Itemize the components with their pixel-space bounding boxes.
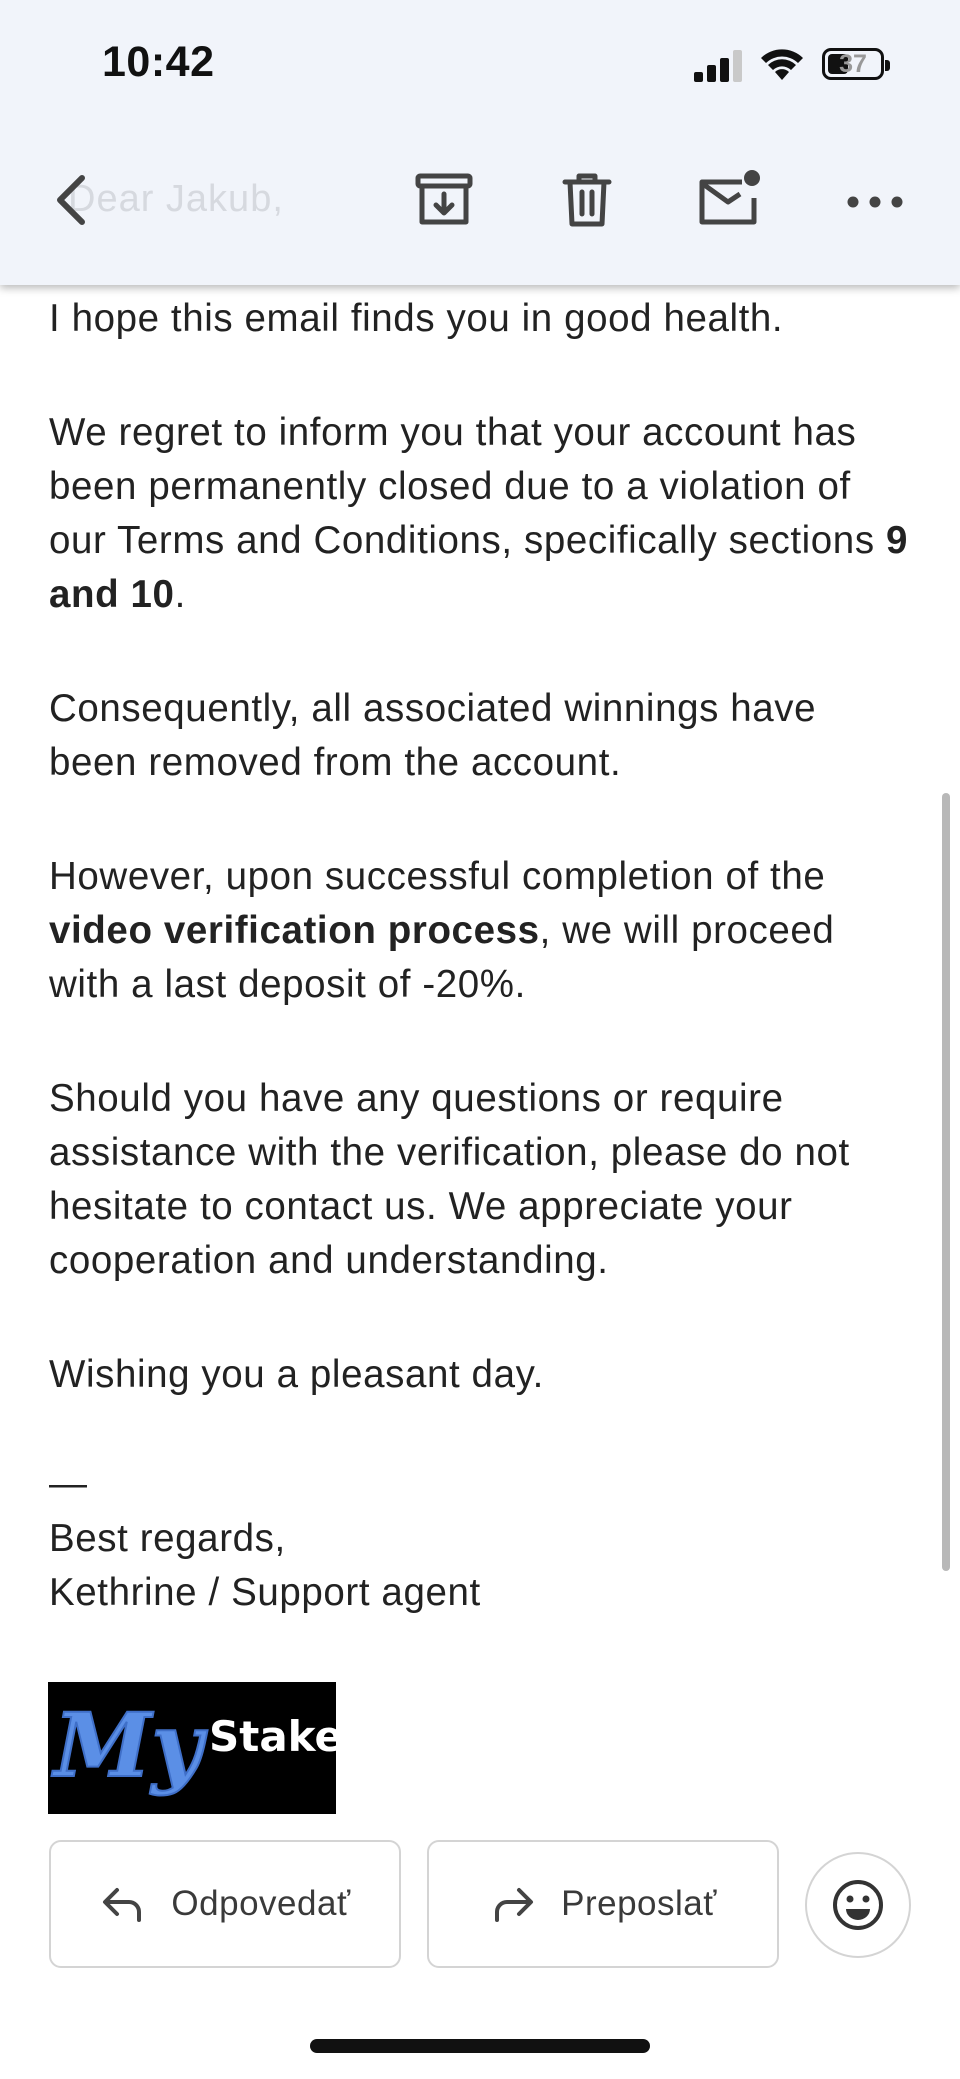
- forward-icon: [489, 1880, 537, 1928]
- status-time: 10:42: [102, 38, 215, 86]
- archive-button[interactable]: [408, 164, 480, 236]
- intro-text: I hope this email finds you in good health.: [49, 297, 784, 340]
- closure-text: We regret to inform you that your account has been permanently closed due to a violation of our Terms and Conditions, specifically sections: [49, 411, 886, 562]
- back-icon: [38, 164, 110, 236]
- more-icon: [839, 164, 911, 236]
- email-paragraph-contact: [49, 1072, 909, 1288]
- winnings-text: Consequently, all associated winnings have been removed from the account.: [49, 687, 817, 784]
- wishes-text: Wishing you a pleasant day.: [49, 1353, 544, 1396]
- sections-bold: 9 and 10: [49, 519, 908, 616]
- reply-icon: [99, 1880, 147, 1928]
- mark-unread-icon: [694, 164, 766, 236]
- back-button[interactable]: [38, 164, 110, 236]
- smiley-icon: [831, 1878, 885, 1932]
- logo-stake-text: Stake: [209, 1712, 343, 1761]
- battery-level: 37: [839, 50, 867, 78]
- archive-icon: [408, 164, 480, 236]
- verification-end: , we will proceed with a last deposit of -20%.: [49, 909, 835, 1006]
- mark-unread-button[interactable]: [694, 164, 766, 236]
- more-button[interactable]: [839, 164, 911, 236]
- trash-icon: [551, 164, 623, 236]
- verification-start: However, upon successful completion of the: [49, 855, 826, 898]
- signature-agent: Kethrine / Support agent: [49, 1571, 481, 1614]
- emoji-reaction-button[interactable]: [805, 1852, 911, 1958]
- scrollbar[interactable]: [942, 793, 950, 1571]
- email-paragraph-verification: [49, 850, 909, 1012]
- reply-button[interactable]: [49, 1840, 401, 1968]
- email-paragraph-winnings: [49, 682, 909, 790]
- scrolled-greeting: Dear Jakub,: [68, 178, 284, 220]
- forward-button[interactable]: [427, 1840, 779, 1968]
- email-paragraph-closure: [49, 406, 909, 622]
- email-paragraph-wishes: [49, 1348, 909, 1402]
- email-intro: [49, 292, 909, 346]
- verification-bold: video verification process: [49, 909, 540, 952]
- signal-icon: [694, 50, 746, 82]
- top-bar: [0, 0, 960, 285]
- home-indicator[interactable]: [310, 2039, 650, 2053]
- reply-label: Odpovedať: [171, 1884, 351, 1923]
- logo-my-text: My: [54, 1693, 203, 1797]
- mystake-logo: [48, 1682, 343, 1814]
- email-body: [49, 292, 909, 1462]
- wifi-icon: [759, 46, 805, 82]
- signature-dash: —: [49, 1463, 87, 1505]
- closure-end: .: [174, 573, 186, 616]
- forward-label: Preposlať: [561, 1884, 717, 1923]
- delete-button[interactable]: [551, 164, 623, 236]
- contact-text: Should you have any questions or require assistance with the verification, please do not hesitate to contact us. We appreciate your cooperation and understanding.: [49, 1077, 850, 1282]
- signature-regards: Best regards,: [49, 1517, 286, 1560]
- battery-icon: [822, 48, 884, 80]
